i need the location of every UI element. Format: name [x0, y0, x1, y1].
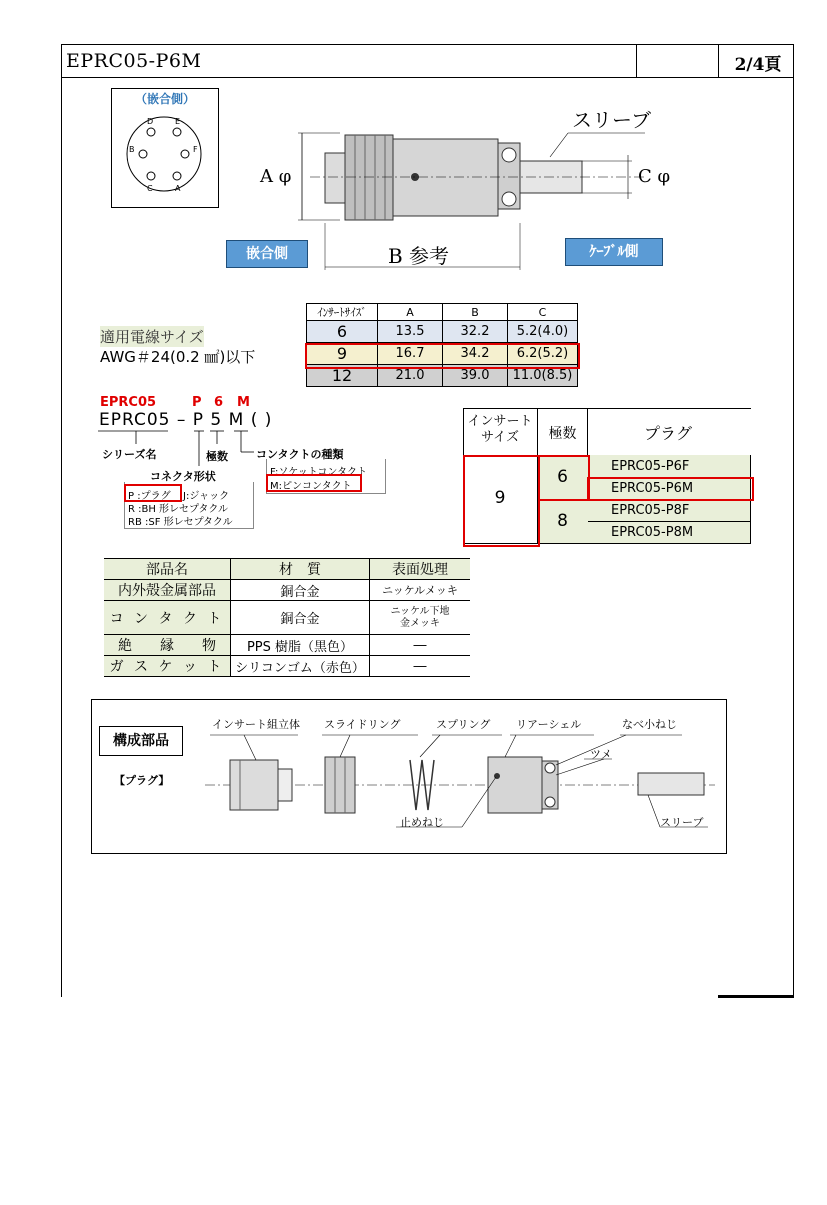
plug-poles-6: 6: [557, 467, 568, 487]
frame-bottom-mark: [718, 995, 794, 998]
mat-header: 材 質: [231, 559, 370, 580]
mat-cell: ガ ス ケ ッ ト: [104, 656, 231, 677]
pin-label: E: [175, 117, 181, 126]
comp-label-screw: なべ小ねじ: [622, 718, 677, 731]
mat-cell: 絶 縁 物: [104, 635, 231, 656]
dim-cell: 6.2(5.2): [508, 343, 578, 365]
code-red-n: 6: [214, 395, 224, 410]
series-name-label: シリーズ名: [102, 448, 157, 461]
dim-cell: 6: [307, 321, 378, 343]
comp-label-tab: ツメ: [590, 748, 612, 761]
code-red-p: P: [192, 395, 202, 410]
plug-poles-8: 8: [557, 511, 568, 531]
highlight-pin-contact: [266, 474, 362, 492]
shape-option-r: R :BH 形レセプタクル: [128, 504, 229, 515]
dim-cell: 9: [307, 343, 378, 365]
shape-option-j: J:ジャック: [183, 491, 230, 502]
mat-cell: コ ン タ ク ト: [104, 601, 231, 635]
frame-left: [61, 44, 62, 997]
contact-type-label: コンタクトの種類: [256, 448, 344, 461]
mat-cell: 銅合金: [231, 580, 370, 601]
comp-label-sleeve: スリーブ: [660, 816, 704, 829]
part-code: EPRC05 – P 5 M ( ): [99, 410, 273, 430]
plug-part: EPRC05-P8F: [611, 503, 690, 518]
sleeve-label: スリーブ: [572, 108, 651, 132]
plug-part: EPRC05-P6M: [611, 481, 694, 496]
dim-header: A: [378, 304, 443, 321]
contact-option-m: M:ピンコンタクト: [270, 481, 352, 492]
plug-part: EPRC05-P8M: [611, 525, 694, 540]
plug-header-plug: プラグ: [643, 424, 692, 443]
comp-label-insert: インサート組立体: [212, 718, 300, 731]
mat-cell: ニッケル下地 金メッキ: [370, 601, 471, 635]
dim-cell: 5.2(4.0): [508, 321, 578, 343]
plug-header-poles: 極数: [548, 426, 577, 442]
mat-cell: 内外殻金属部品: [104, 580, 231, 601]
poles-label: 極数: [206, 450, 228, 463]
highlight-part-p6m: [587, 477, 754, 501]
page-number: 2/4頁: [734, 55, 782, 75]
pin-label: C: [147, 184, 153, 193]
dim-cell: 16.7: [378, 343, 443, 365]
highlight-row-9: [305, 343, 580, 369]
cable-side-label: ｹｰﾌﾞﾙ側: [565, 238, 663, 266]
highlight-poles-6: [538, 455, 590, 501]
pin-label: A: [175, 184, 181, 193]
mating-face-drawing: [111, 104, 217, 204]
comp-label-slide: スライドリング: [324, 718, 401, 731]
mat-cell: PPS 樹脂（黒色）: [231, 635, 370, 656]
frame-top: [61, 44, 794, 45]
dim-a-label: A φ: [260, 166, 292, 187]
header-divider: [718, 44, 719, 77]
dim-cell: 21.0: [378, 365, 443, 387]
page-title: EPRC05-P6M: [66, 50, 202, 72]
dim-c-label: C φ: [638, 166, 671, 187]
shape-option-rb: RB :SF 形レセプタクル: [128, 517, 233, 528]
frame-right: [793, 44, 794, 997]
mat-header: 部品名: [104, 559, 231, 580]
mat-cell: ―: [370, 635, 471, 656]
dim-b-label: B 参考: [388, 244, 450, 268]
contact-option-f: F:ソケットコンタクト: [270, 467, 367, 478]
code-red-m: M: [237, 395, 250, 410]
shape-option-p: P :プラグ: [128, 491, 171, 502]
plug-part: EPRC05-P6F: [611, 459, 690, 474]
mate-side-label: 嵌合側: [226, 240, 308, 268]
plug-insert-size: 9: [494, 488, 506, 508]
connector-shape-label: コネクタ形状: [150, 470, 216, 483]
comp-label-spring: スプリング: [436, 718, 491, 731]
pin-label: F: [193, 145, 198, 154]
highlight-insert-9: [463, 455, 540, 547]
mating-face-label: （嵌合側）: [134, 92, 195, 106]
mat-cell: ―: [370, 656, 471, 677]
dim-cell: 13.5: [378, 321, 443, 343]
components-title: 構成部品: [99, 726, 183, 756]
pin-label: B: [129, 145, 135, 154]
dim-header: C: [508, 304, 578, 321]
dim-cell: 32.2: [443, 321, 508, 343]
pin-label: D: [147, 117, 154, 126]
dim-cell: 11.0(8.5): [508, 365, 578, 387]
dim-header: ｲﾝｻｰﾄｻｲｽﾞ: [307, 304, 378, 321]
dim-cell: 39.0: [443, 365, 508, 387]
wire-size-value: AWG＃24(0.2 ㎟)以下: [100, 348, 256, 366]
mat-header: 表面処理: [370, 559, 471, 580]
dim-cell: 34.2: [443, 343, 508, 365]
header-divider: [636, 44, 637, 77]
comp-label-stop: 止めねじ: [400, 816, 444, 829]
frame-header-rule: [61, 77, 794, 78]
highlight-plug: [124, 484, 182, 502]
components-type: 【プラグ】: [114, 774, 170, 787]
code-red-series: EPRC05: [100, 395, 157, 410]
dim-cell: 12: [307, 365, 378, 387]
comp-label-rear: リアーシェル: [516, 718, 582, 731]
wire-size-label: 適用電線サイズ: [100, 328, 204, 346]
mat-cell: 銅合金: [231, 601, 370, 635]
plug-header-insert: インサート サイズ: [467, 414, 533, 445]
materials-table: [104, 558, 470, 677]
mat-cell: シリコンゴム（赤色）: [231, 656, 370, 677]
dim-header: B: [443, 304, 508, 321]
mat-cell: ニッケルメッキ: [370, 580, 471, 601]
